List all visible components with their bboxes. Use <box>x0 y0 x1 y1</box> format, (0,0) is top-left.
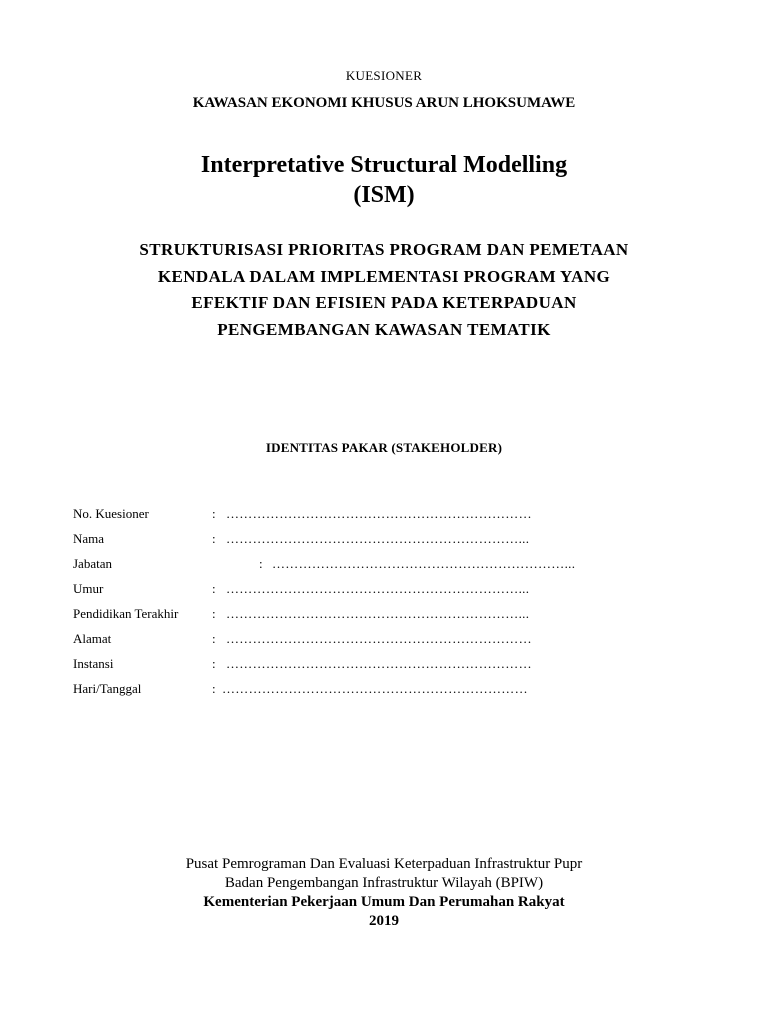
kawasan-heading: KAWASAN EKONOMI KHUSUS ARUN LHOKSUMAWE <box>192 95 576 111</box>
form-colon: : <box>212 506 216 521</box>
subtitle-line-3: EFEKTIF DAN EFISIEN PADA KETERPADUAN <box>191 293 577 312</box>
kuesioner-label: KUESIONER <box>345 68 423 83</box>
form-label: Alamat <box>73 631 112 646</box>
form-colon: : <box>212 681 216 696</box>
form-row-instansi <box>73 655 693 680</box>
form-colon: : <box>212 656 216 671</box>
form-fill-line[interactable]: …………………………………………………………... <box>272 556 576 571</box>
form-fill-line[interactable]: …………………………………………………………… <box>222 681 528 696</box>
footer-line-badan: Badan Pengembangan Infrastruktur Wilayah (BPIW) <box>224 875 544 891</box>
form-row-pendidikan <box>73 605 693 630</box>
footer-line-kementerian: Kementerian Pekerjaan Umum Dan Perumahan Rakyat <box>203 894 565 910</box>
form-row-jabatan <box>73 555 693 580</box>
form-fill-line[interactable]: …………………………………………………………… <box>226 656 532 671</box>
subtitle-line-4: PENGEMBANGAN KAWASAN TEMATIK <box>217 319 551 339</box>
identitas-heading: IDENTITAS PAKAR (STAKEHOLDER) <box>265 440 503 455</box>
ism-title <box>0 150 768 210</box>
form-label: Nama <box>73 531 105 546</box>
ism-title-line-1: Interpretative Structural Modelling <box>200 152 568 178</box>
footer-year: 2019 <box>369 913 399 929</box>
study-subtitle <box>0 237 768 343</box>
ism-title-line-2: (ISM) <box>353 182 415 208</box>
footer-line-pusat: Pusat Pemrograman Dan Evaluasi Keterpaduan Infrastruktur Pupr <box>185 856 583 872</box>
form-fill-line[interactable]: …………………………………………………………… <box>226 506 532 521</box>
form-colon: : <box>212 606 216 621</box>
form-row-nama <box>73 530 693 555</box>
form-label: Jabatan <box>73 556 112 571</box>
form-row-umur <box>73 580 693 605</box>
identity-form <box>73 505 693 705</box>
form-row-hari-tanggal <box>73 680 693 705</box>
form-colon: : <box>212 631 216 646</box>
form-label: Instansi <box>73 656 114 671</box>
form-row-no-kuesioner <box>73 505 693 530</box>
subtitle-line-2: KENDALA DALAM IMPLEMENTASI PROGRAM YANG <box>157 266 611 286</box>
form-colon: : <box>259 556 263 571</box>
form-label: No. Kuesioner <box>73 506 149 521</box>
institution-footer <box>0 855 768 931</box>
form-label: Umur <box>73 581 104 596</box>
form-fill-line[interactable]: …………………………………………………………... <box>226 531 530 546</box>
form-colon: : <box>212 581 216 596</box>
form-colon: : <box>212 531 216 546</box>
form-row-alamat <box>73 630 693 655</box>
form-fill-line[interactable]: …………………………………………………………… <box>226 631 532 646</box>
form-fill-line[interactable]: …………………………………………………………... <box>226 606 530 621</box>
subtitle-line-1: STRUKTURISASI PRIORITAS PROGRAM DAN PEMETAAN <box>139 240 629 259</box>
form-fill-line[interactable]: …………………………………………………………... <box>226 581 530 596</box>
form-label: Hari/Tanggal <box>73 681 142 696</box>
form-label: Pendidikan Terakhir <box>73 606 179 621</box>
